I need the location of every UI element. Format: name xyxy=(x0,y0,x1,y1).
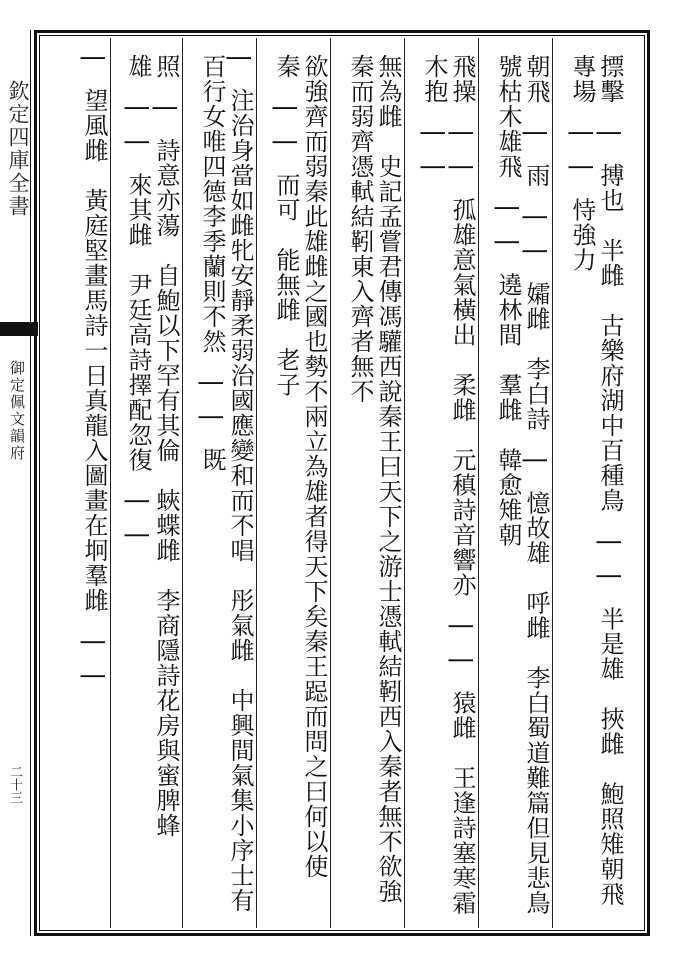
text-column-6: | 注治身當如雌牝安靜柔弱治國應變和而不唱 彤氣雌 中興間氣集小序士有百行女唯四德李季蘭則不然 | | 既 xyxy=(198,54,254,914)
margin-rule xyxy=(30,30,31,936)
column-rule xyxy=(478,38,479,928)
column-rule xyxy=(256,38,257,928)
text-column-4: 無為雌 史記孟嘗君傳馮驩西說秦王曰天下之游士憑軾結靷西入秦者無不欲強秦而弱齊憑軾結靷東入齊者無不 xyxy=(346,54,402,904)
text-column-3: 飛操 | | 孤雄意氣橫出 柔雌 元稹詩音響亦 | | 猿雌 王逢詩塞寒霜木抱 | | xyxy=(420,54,476,916)
text-column-7: 照 | 詩意亦蕩 自鮑以下罕有其倫 蛺蝶雌 李商隱詩花房與蜜脾蜂雄 | | 來其雌 尹廷高詩擇配忽復 | | xyxy=(124,54,180,839)
column-rule xyxy=(110,38,111,928)
margin-strip xyxy=(0,30,34,936)
text-column-8: | 望風雌 黃庭堅畫馬詩一日真龍入圖畫在坰羣雌 | | xyxy=(80,54,108,682)
text-column-5: 欲強齊而弱秦此雄雌之國也勢不兩立為雄者得天下矣秦王跽而問之曰何以使秦 | | 而可 能無雌 老子 xyxy=(272,54,328,879)
text-column-2: 朝飛 | 雨 | | 孀雌 李白詩 | 憶故雄 呼雌 李白蜀道難篇但見悲鳥號枯木雄飛 | | 遶林間 羣雌 韓愈雉朝 xyxy=(494,54,550,916)
column-rule xyxy=(182,38,183,928)
book-title: 欽定四庫全書 xyxy=(6,80,30,218)
column-rule xyxy=(330,38,331,928)
column-rule xyxy=(404,38,405,928)
book-name: 御定佩文韻府 xyxy=(8,360,26,462)
page-number: 二十三 xyxy=(7,765,22,804)
fishtail-mark xyxy=(0,322,38,336)
text-column-1: 摽擊 | 搏也 半雌 古樂府湖中百種鳥 | | 半是雄 挾雌 鮑照雉朝飛專場 | | 恃強力 xyxy=(568,54,624,907)
column-rule xyxy=(552,38,553,928)
